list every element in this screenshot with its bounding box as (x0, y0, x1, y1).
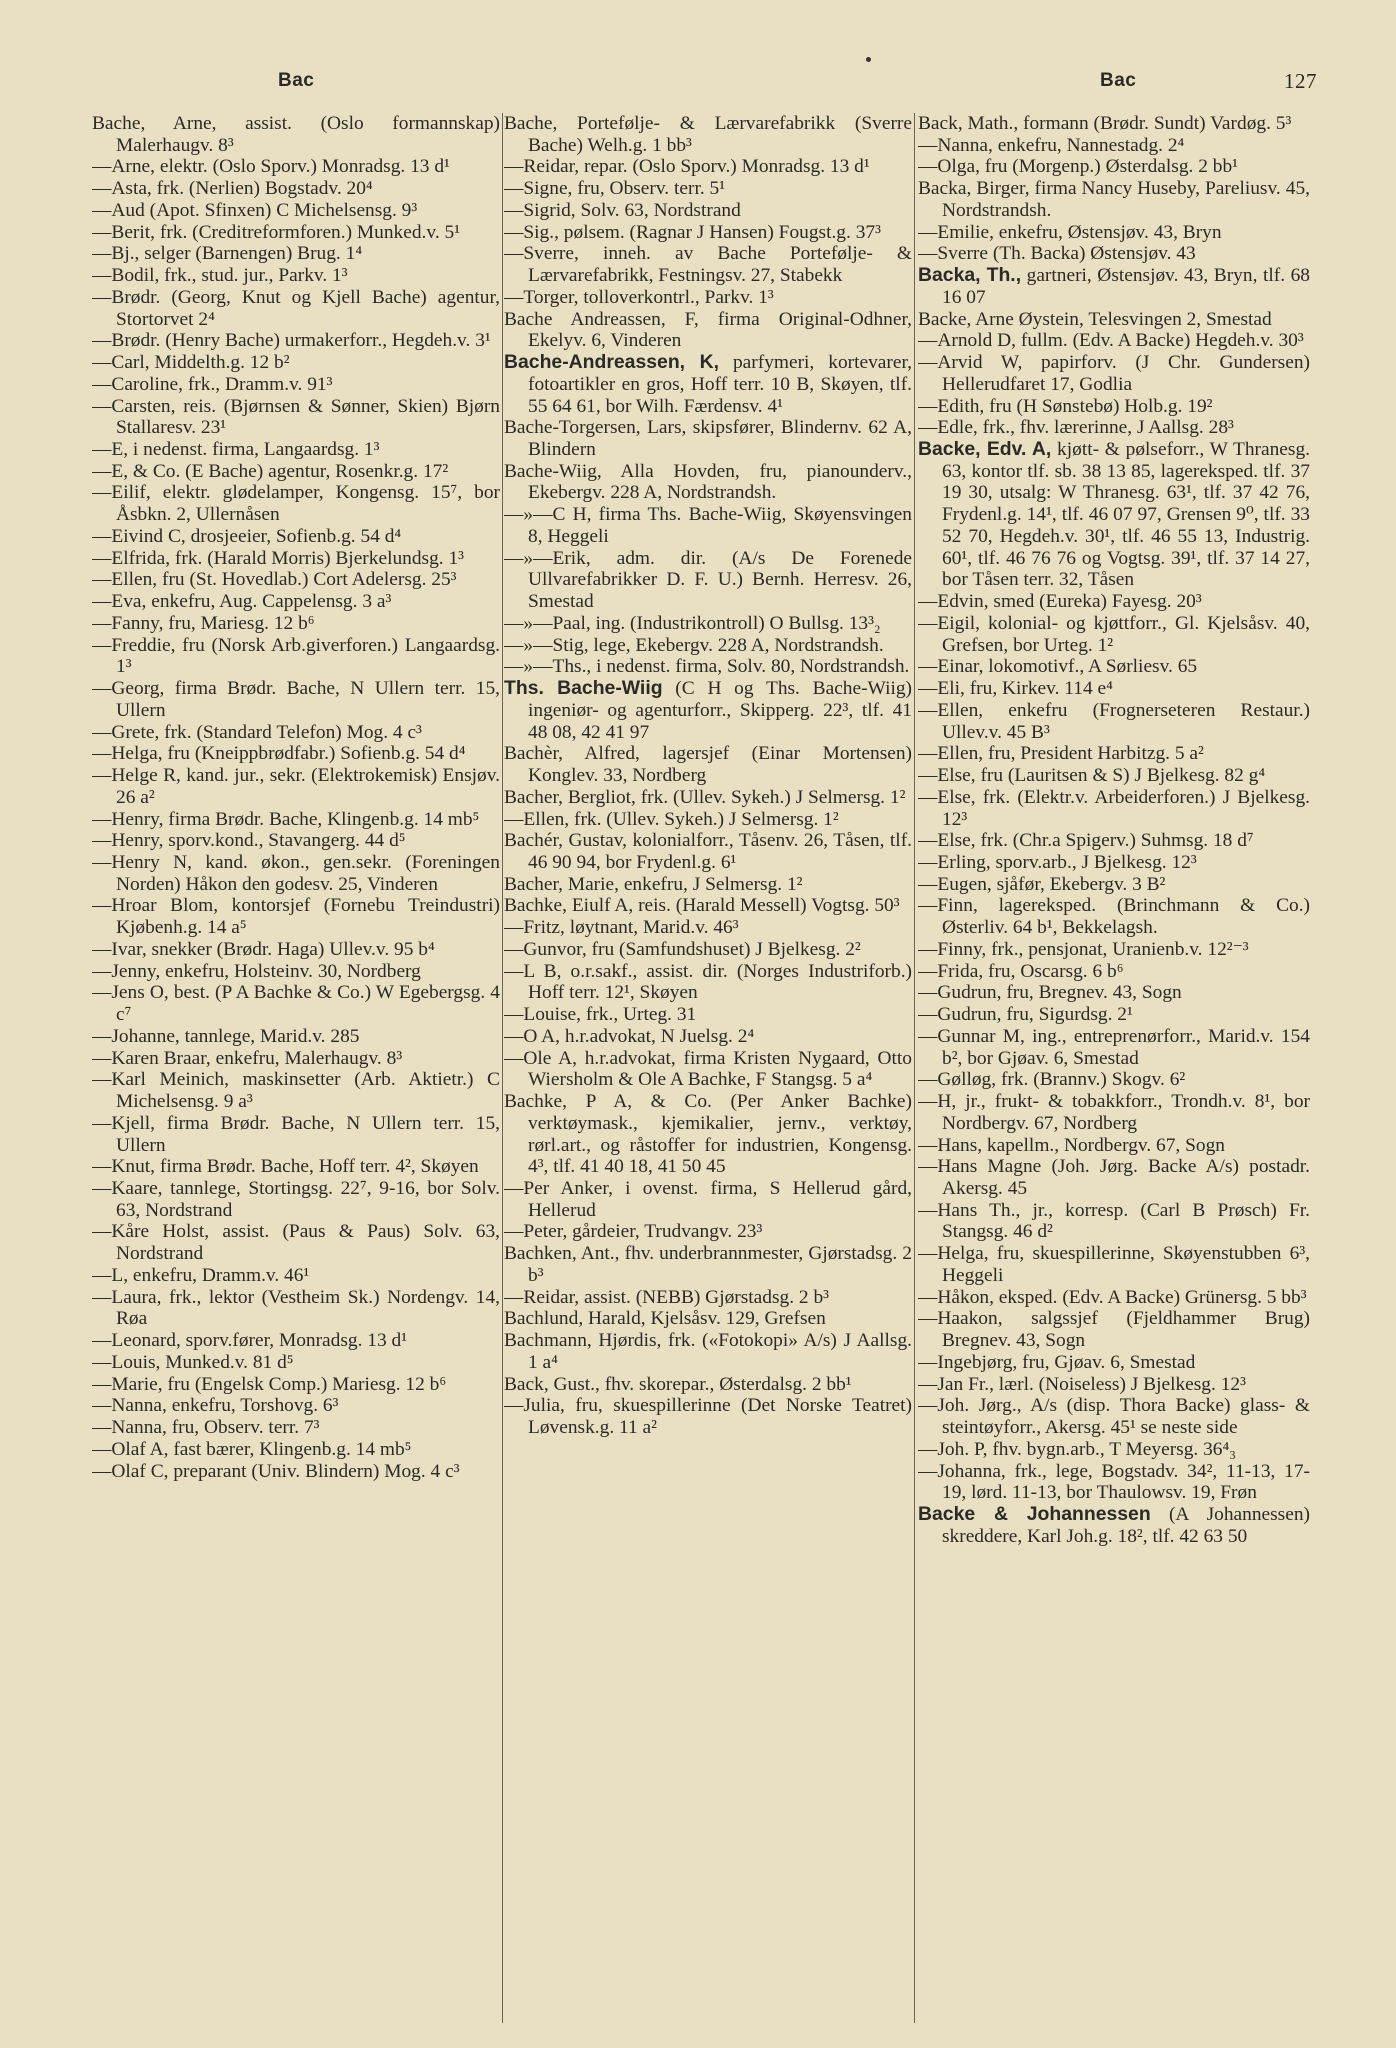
directory-entry: —Knut, firma Brødr. Bache, Hoff terr. 4², Skøyen (92, 1156, 479, 1178)
directory-entry: —Signe, fru, Observ. terr. 5¹ (504, 178, 726, 200)
directory-entry: —Asta, frk. (Nerlien) Bogstadv. 20⁴ (92, 178, 373, 200)
directory-entry: —Gudrun, fru, Sigurdsg. 2¹ (918, 1004, 1133, 1026)
directory-entry: —Finny, frk., pensjonat, Uranienb.v. 12²⁻³ (918, 938, 1249, 960)
directory-entry: —Aud (Apot. Sfinxen) C Michelsensg. 9³ (92, 199, 418, 221)
directory-entry: —Kjell, firma Brødr. Bache, N Ullern terr. 15, Ullern (92, 1112, 500, 1156)
directory-entry: —Berit, frk. (Creditreformforen.) Munked.v. 5¹ (92, 221, 461, 243)
directory-entry: —Elfrida, frk. (Harald Morris) Bjerkelundsg. 1³ (92, 547, 464, 569)
directory-entry: —Else, fru (Lauritsen & S) J Bjelkesg. 82 g⁴ (918, 765, 1266, 787)
directory-entry: —Joh. Jørg., A/s (disp. Thora Backe) glass- & steintøyforr., Akersg. 45¹ se neste side (918, 1395, 1310, 1439)
column-right (918, 113, 1310, 2028)
directory-entry: —Haakon, salgssjef (Fjeldhammer Brug) Bregnev. 43, Sogn (918, 1308, 1310, 1352)
directory-entry: —Ivar, snekker (Brødr. Haga) Ullev.v. 95 b⁴ (92, 938, 435, 960)
directory-entry: —Carsten, reis. (Bjørnsen & Sønner, Skien) Bjørn Stallaresv. 23¹ (92, 395, 500, 439)
column-middle (504, 113, 912, 2028)
directory-entry: —Olga, fru (Morgenp.) Østerdalsg. 2 bb¹ (918, 156, 1238, 178)
directory-entry: —Jens O, best. (P A Bachke & Co.) W Egebergsg. 4 c⁷ (92, 982, 500, 1026)
directory-entry: Ths. Bache-Wiig (C H og Ths. Bache-Wiig) ingeniør- og agenturforr., Skipperg. 22³, tlf. 41 48 08, 42 41 97 (504, 677, 912, 743)
directory-entry: Bachmann, Hjørdis, frk. («Fotokopi» A/s) J Aallsg. 1 a⁴ (504, 1330, 912, 1373)
directory-entry: —Olaf A, fast bærer, Klingenb.g. 14 mb⁵ (92, 1438, 412, 1460)
directory-entry: —Ellen, fru, President Harbitzg. 5 a² (918, 743, 1204, 765)
directory-entry: —Karen Braar, enkefru, Malerhaugv. 8³ (92, 1047, 403, 1069)
directory-entry: —Eilif, elektr. glødelamper, Kongensg. 15⁷, bor Åsbkn. 2, Ullernåsen (92, 482, 500, 526)
directory-entry: —Joh. P, fhv. bygn.arb., T Meyersg. 36⁴₃ (918, 1438, 1237, 1460)
directory-entry: —Carl, Middelth.g. 12 b² (92, 352, 290, 374)
directory-entry: Bache, Arne, assist. (Oslo formannskap) Malerhaugv. 8³ (92, 113, 500, 156)
directory-entry: —Louise, frk., Urteg. 31 (504, 1004, 697, 1026)
directory-entry: —L B, o.r.sakf., assist. dir. (Norges Industriforb.) Hoff terr. 12¹, Skøyen (504, 960, 912, 1004)
directory-entry: —Else, frk. (Elektr.v. Arbeiderforen.) J Bjelkesg. 12³ (918, 786, 1310, 830)
directory-entry: —Arvid W, papirforv. (J Chr. Gundersen) Hellerudfaret 17, Godlia (918, 352, 1310, 395)
directory-entry: —Frida, fru, Oscarsg. 6 b⁶ (918, 960, 1124, 982)
directory-entry: Bachke, P A, & Co. (Per Anker Bachke) verktøymask., kjemikalier, jernv., verktøy, rørl.art., og råstoffer for industrien, Kongensg. 4³, tlf. 41 40 18, 41 50 45 (504, 1091, 912, 1178)
directory-entry: —»—Stig, lege, Ekebergv. 228 A, Nordstrandsh. (504, 634, 884, 656)
directory-entry: —Eigil, kolonial- og kjøttforr., Gl. Kjelsåsv. 40, Grefsen, bor Urteg. 1² (918, 612, 1310, 656)
directory-entry: —Eugen, sjåfør, Ekebergv. 3 B² (918, 873, 1166, 895)
directory-entry: —Bodil, frk., stud. jur., Parkv. 1³ (92, 265, 348, 287)
directory-entry: —Louis, Munked.v. 81 d⁵ (92, 1351, 294, 1373)
directory-entry: Bacher, Bergliot, frk. (Ullev. Sykeh.) J Selmersg. 1² (504, 786, 906, 808)
directory-entry: —Gunvor, fru (Samfundshuset) J Bjelkesg. 2² (504, 938, 861, 960)
directory-entry: Backa, Birger, firma Nancy Huseby, Pareliusv. 45, Nordstrandsh. (918, 178, 1310, 221)
directory-entry: —Arnold D, fullm. (Edv. A Backe) Hegdeh.v. 30³ (918, 330, 1304, 352)
directory-entry: —Edvin, smed (Eureka) Fayesg. 20³ (918, 591, 1202, 613)
directory-entry: Bachke, Eiulf A, reis. (Harald Messell) Vogtsg. 50³ (504, 895, 900, 917)
directory-entry: —Gølløg, frk. (Brannv.) Skogv. 6² (918, 1069, 1186, 1091)
directory-entry: —Torger, tolloverkontrl., Parkv. 1³ (504, 286, 774, 308)
directory-entry: Backe & Johannessen (A Johannessen) skreddere, Karl Joh.g. 18², tlf. 42 63 50 (918, 1503, 1310, 1547)
directory-entry: —Caroline, frk., Dramm.v. 91³ (92, 373, 333, 395)
directory-entry: —Georg, firma Brødr. Bache, N Ullern terr. 15, Ullern (92, 678, 500, 721)
directory-entry: —H, jr., frukt- & tobakkforr., Trondh.v. 8¹, bor Nordbergv. 67, Nordberg (918, 1091, 1310, 1134)
directory-entry: Back, Math., formann (Brødr. Sundt) Vardøg. 5³ (918, 113, 1292, 134)
directory-entry: —Gunnar M, ing., entreprenørforr., Marid.v. 154 b², bor Gjøav. 6, Smestad (918, 1025, 1310, 1069)
directory-entry: —E, & Co. (E Bache) agentur, Rosenkr.g. 17² (92, 460, 449, 482)
directory-entry: —Jenny, enkefru, Holsteinv. 30, Nordberg (92, 960, 421, 982)
directory-entry: —Finn, lagereksped. (Brinchmann & Co.) Østerliv. 64 b¹, Bekkelagsh. (918, 895, 1310, 939)
directory-entry: —Hans Th., jr., korresp. (Carl B Prøsch) Fr. Stangsg. 46 d² (918, 1199, 1310, 1243)
directory-entry: —Karl Meinich, maskinsetter (Arb. Aktietr.) C Michelsensg. 9 a³ (92, 1069, 500, 1113)
directory-entry: Bache, Portefølje- & Lærvarefabrikk (Sverre Bache) Welh.g. 1 bb³ (504, 113, 912, 156)
directory-entry: —Olaf C, preparant (Univ. Blindern) Mog. 4 c³ (92, 1460, 460, 1482)
directory-entry: —Johanne, tannlege, Marid.v. 285 (92, 1025, 360, 1047)
directory-entry: —Brødr. (Henry Bache) urmakerforr., Hegdeh.v. 3¹ (92, 330, 491, 352)
directory-entry: —Bj., selger (Barnengen) Brug. 1⁴ (92, 243, 363, 265)
directory-entry: —Ellen, frk. (Ullev. Sykeh.) J Selmersg. 1² (504, 808, 839, 830)
directory-entry: —E, i nedenst. firma, Langaardsg. 1³ (92, 439, 380, 461)
directory-entry: —Helga, fru, skuespillerinne, Skøyenstubben 6³, Heggeli (918, 1243, 1310, 1286)
directory-entry: —Kåre Holst, assist. (Paus & Paus) Solv. 63, Nordstrand (92, 1221, 500, 1265)
directory-entry: —Eva, enkefru, Aug. Cappelensg. 3 a³ (92, 591, 392, 613)
directory-entry: —Sig., pølsem. (Ragnar J Hansen) Fougst.g. 37³ (504, 221, 881, 243)
directory-entry: —»—Ths., i nedenst. firma, Solv. 80, Nordstrandsh. (504, 656, 910, 678)
directory-entry: Back, Gust., fhv. skorepar., Østerdalsg. 2 bb¹ (504, 1373, 852, 1395)
directory-entry: Bachér, Gustav, kolonialforr., Tåsenv. 26, Tåsen, tlf. 46 90 94, bor Frydenl.g. 6¹ (504, 830, 912, 873)
directory-entry: —Ellen, enkefru (Frognerseteren Restaur.) Ullev.v. 45 B³ (918, 699, 1310, 743)
directory-entry: Bache Andreassen, F, firma Original-Odhner, Ekelyv. 6, Vinderen (504, 308, 912, 352)
directory-entry: —Arne, elektr. (Oslo Sporv.) Monradsg. 13 d¹ (92, 156, 450, 178)
directory-entry: —Reidar, assist. (NEBB) Gjørstadsg. 2 b³ (504, 1286, 829, 1308)
directory-entry: —Jan Fr., lærl. (Noiseless) J Bjelkesg. 12³ (918, 1373, 1246, 1395)
directory-entry: Backe, Arne Øystein, Telesvingen 2, Smestad (918, 308, 1272, 330)
directory-entry: Bache-Torgersen, Lars, skipsfører, Blindernv. 62 A, Blindern (504, 417, 912, 461)
directory-entry: —Eivind C, drosjeeier, Sofienb.g. 54 d⁴ (92, 525, 402, 547)
directory-entry: —Emilie, enkefru, Østensjøv. 43, Bryn (918, 221, 1222, 243)
directory-entry: Bachèr, Alfred, lagersjef (Einar Mortensen) Konglev. 33, Nordberg (504, 743, 912, 787)
directory-entry: —Ellen, fru (St. Hovedlab.) Cort Adelersg. 25³ (92, 569, 457, 591)
directory-entry: —Laura, frk., lektor (Vestheim Sk.) Nordengv. 14, Røa (92, 1286, 500, 1330)
directory-entry: —Reidar, repar. (Oslo Sporv.) Monradsg. 13 d¹ (504, 156, 870, 178)
directory-entry: —Julia, fru, skuespillerinne (Det Norske Teatret) Løvensk.g. 11 a² (504, 1395, 912, 1439)
directory-entry: —Eli, fru, Kirkev. 114 e⁴ (918, 678, 1113, 700)
directory-entry: —L, enkefru, Dramm.v. 46¹ (92, 1264, 310, 1286)
page-mark (866, 57, 871, 62)
directory-entry: —Håkon, eksped. (Edv. A Backe) Grünersg. 5 bb³ (918, 1286, 1307, 1308)
directory-entry: —Else, frk. (Chr.a Spigerv.) Suhmsg. 18 d⁷ (918, 830, 1254, 852)
directory-entry: —Hroar Blom, kontorsjef (Fornebu Treindustri) Kjøbenh.g. 14 a⁵ (92, 895, 500, 939)
column-divider (502, 113, 503, 2023)
directory-entry: —O A, h.r.advokat, N Juelsg. 2⁴ (504, 1025, 755, 1047)
directory-entry: —Sigrid, Solv. 63, Nordstrand (504, 199, 741, 221)
directory-entry: —»—Paal, ing. (Industrikontroll) O Bullsg. 13³₂ (504, 612, 881, 634)
right-guide-word: Bac (1100, 70, 1137, 91)
directory-entry: Bacher, Marie, enkefru, J Selmersg. 1² (504, 873, 803, 895)
directory-entry: Bache-Wiig, Alla Hovden, fru, pianounderv., Ekebergv. 228 A, Nordstrandsh. (504, 460, 912, 504)
directory-entry: Bachken, Ant., fhv. underbrannmester, Gjørstadsg. 2 b³ (504, 1243, 912, 1286)
directory-entry: —Ingebjørg, fru, Gjøav. 6, Smestad (918, 1351, 1196, 1373)
page-number: 127 (1284, 69, 1317, 93)
directory-entry: —Peter, gårdeier, Trudvangv. 23³ (504, 1221, 763, 1243)
directory-entry: —»—Erik, adm. dir. (A/s De Forenede Ullvarefabrikker D. F. U.) Bernh. Herresv. 26, Smestad (504, 547, 912, 613)
directory-entry: —Henry, firma Brødr. Bache, Klingenb.g. 14 mb⁵ (92, 808, 480, 830)
left-guide-word: Bac (278, 70, 315, 91)
directory-entry: —Leonard, sporv.fører, Monradsg. 13 d¹ (92, 1330, 408, 1352)
directory-entry: —Edith, fru (H Sønstebø) Holb.g. 19² (918, 395, 1213, 417)
directory-entry: —Nanna, enkefru, Nannestadg. 2⁴ (918, 134, 1185, 156)
directory-entry: —Helge R, kand. jur., sekr. (Elektrokemisk) Ensjøv. 26 a² (92, 765, 500, 808)
directory-entry: —Nanna, fru, Observ. terr. 7³ (92, 1417, 320, 1439)
directory-entry: —Kaare, tannlege, Stortingsg. 22⁷, 9-16, bor Solv. 63, Nordstrand (92, 1177, 500, 1221)
column-divider (914, 113, 915, 2023)
directory-entry: —Fritz, løytnant, Marid.v. 46³ (504, 917, 739, 939)
directory-entry: —Grete, frk. (Standard Telefon) Mog. 4 c³ (92, 721, 422, 743)
directory-entry: Bache-Andreassen, K, parfymeri, kortevarer, fotoartikler en gros, Hoff terr. 10 B, Skøyen, tlf. 55 64 61, bor Wilh. Færdensv. 4¹ (504, 351, 912, 417)
directory-entry: —Edle, frk., fhv. lærerinne, J Aallsg. 28³ (918, 417, 1234, 439)
directory-entry: —Per Anker, i ovenst. firma, S Hellerud gård, Hellerud (504, 1177, 912, 1221)
directory-entry: —Fanny, fru, Mariesg. 12 b⁶ (92, 612, 315, 634)
directory-entry: Backa, Th., gartneri, Østensjøv. 43, Bryn, tlf. 68 16 07 (918, 264, 1310, 308)
directory-entry: —Hans Magne (Joh. Jørg. Backe A/s) postadr. Akersg. 45 (918, 1156, 1310, 1199)
directory-entry: —Henry, sporv.kond., Stavangerg. 44 d⁵ (92, 830, 406, 852)
directory-entry: —Ole A, h.r.advokat, firma Kristen Nygaard, Otto Wiersholm & Ole A Bachke, F Stangsg. 5 a⁴ (504, 1047, 912, 1091)
directory-entry: —Hans, kapellm., Nordbergv. 67, Sogn (918, 1134, 1225, 1156)
directory-entry: —Einar, lokomotivf., A Sørliesv. 65 (918, 656, 1198, 678)
directory-entry: —Sverre (Th. Backa) Østensjøv. 43 (918, 243, 1196, 265)
column-left (92, 113, 500, 2028)
directory-entry: Bachlund, Harald, Kjelsåsv. 129, Grefsen (504, 1308, 826, 1330)
directory-entry: —Henry N, kand. økon., gen.sekr. (Foreningen Norden) Håkon den godesv. 25, Vinderen (92, 851, 500, 895)
directory-entry: —Freddie, fru (Norsk Arb.giverforen.) Langaardsg. 1³ (92, 634, 500, 678)
directory-entry: —Johanna, frk., lege, Bogstadv. 34², 11-13, 17-19, lørd. 11-13, bor Thaulowsv. 19, Frøn (918, 1460, 1310, 1504)
directory-entry: —Sverre, inneh. av Bache Portefølje- & Lærvarefabrikk, Festningsv. 27, Stabekk (504, 243, 912, 287)
directory-entry: —Erling, sporv.arb., J Bjelkesg. 12³ (918, 851, 1197, 873)
directory-entry: —Marie, fru (Engelsk Comp.) Mariesg. 12 b⁶ (92, 1373, 447, 1395)
directory-entry: Backe, Edv. A, kjøtt- & pølseforr., W Thranesg. 63, kontor tlf. sb. 38 13 85, lagereksped. tlf. 37 19 30, utsalg: W Thranesg. 63¹, tlf. 37 42 76, Frydenl.g. 14¹, tlf. 46 07 97, Grensen 9⁰, tlf. 33 52 70, Hegdeh.v. 30¹, tlf. 46 55 13, Industrig. 60¹, tlf. 46 76 76 og Vogtsg. 39¹, tlf. 37 14 27, bor Tåsen terr. 32, Tåsen (918, 438, 1310, 591)
directory-entry: —»—C H, firma Ths. Bache-Wiig, Skøyensvingen 8, Heggeli (504, 504, 912, 547)
directory-entry: —Nanna, enkefru, Torshovg. 6³ (92, 1395, 339, 1417)
directory-entry: —Brødr. (Georg, Knut og Kjell Bache) agentur, Stortorvet 2⁴ (92, 286, 500, 330)
directory-entry: —Gudrun, fru, Bregnev. 43, Sogn (918, 982, 1182, 1004)
directory-entry: —Helga, fru (Kneippbrødfabr.) Sofienb.g. 54 d⁴ (92, 743, 466, 765)
